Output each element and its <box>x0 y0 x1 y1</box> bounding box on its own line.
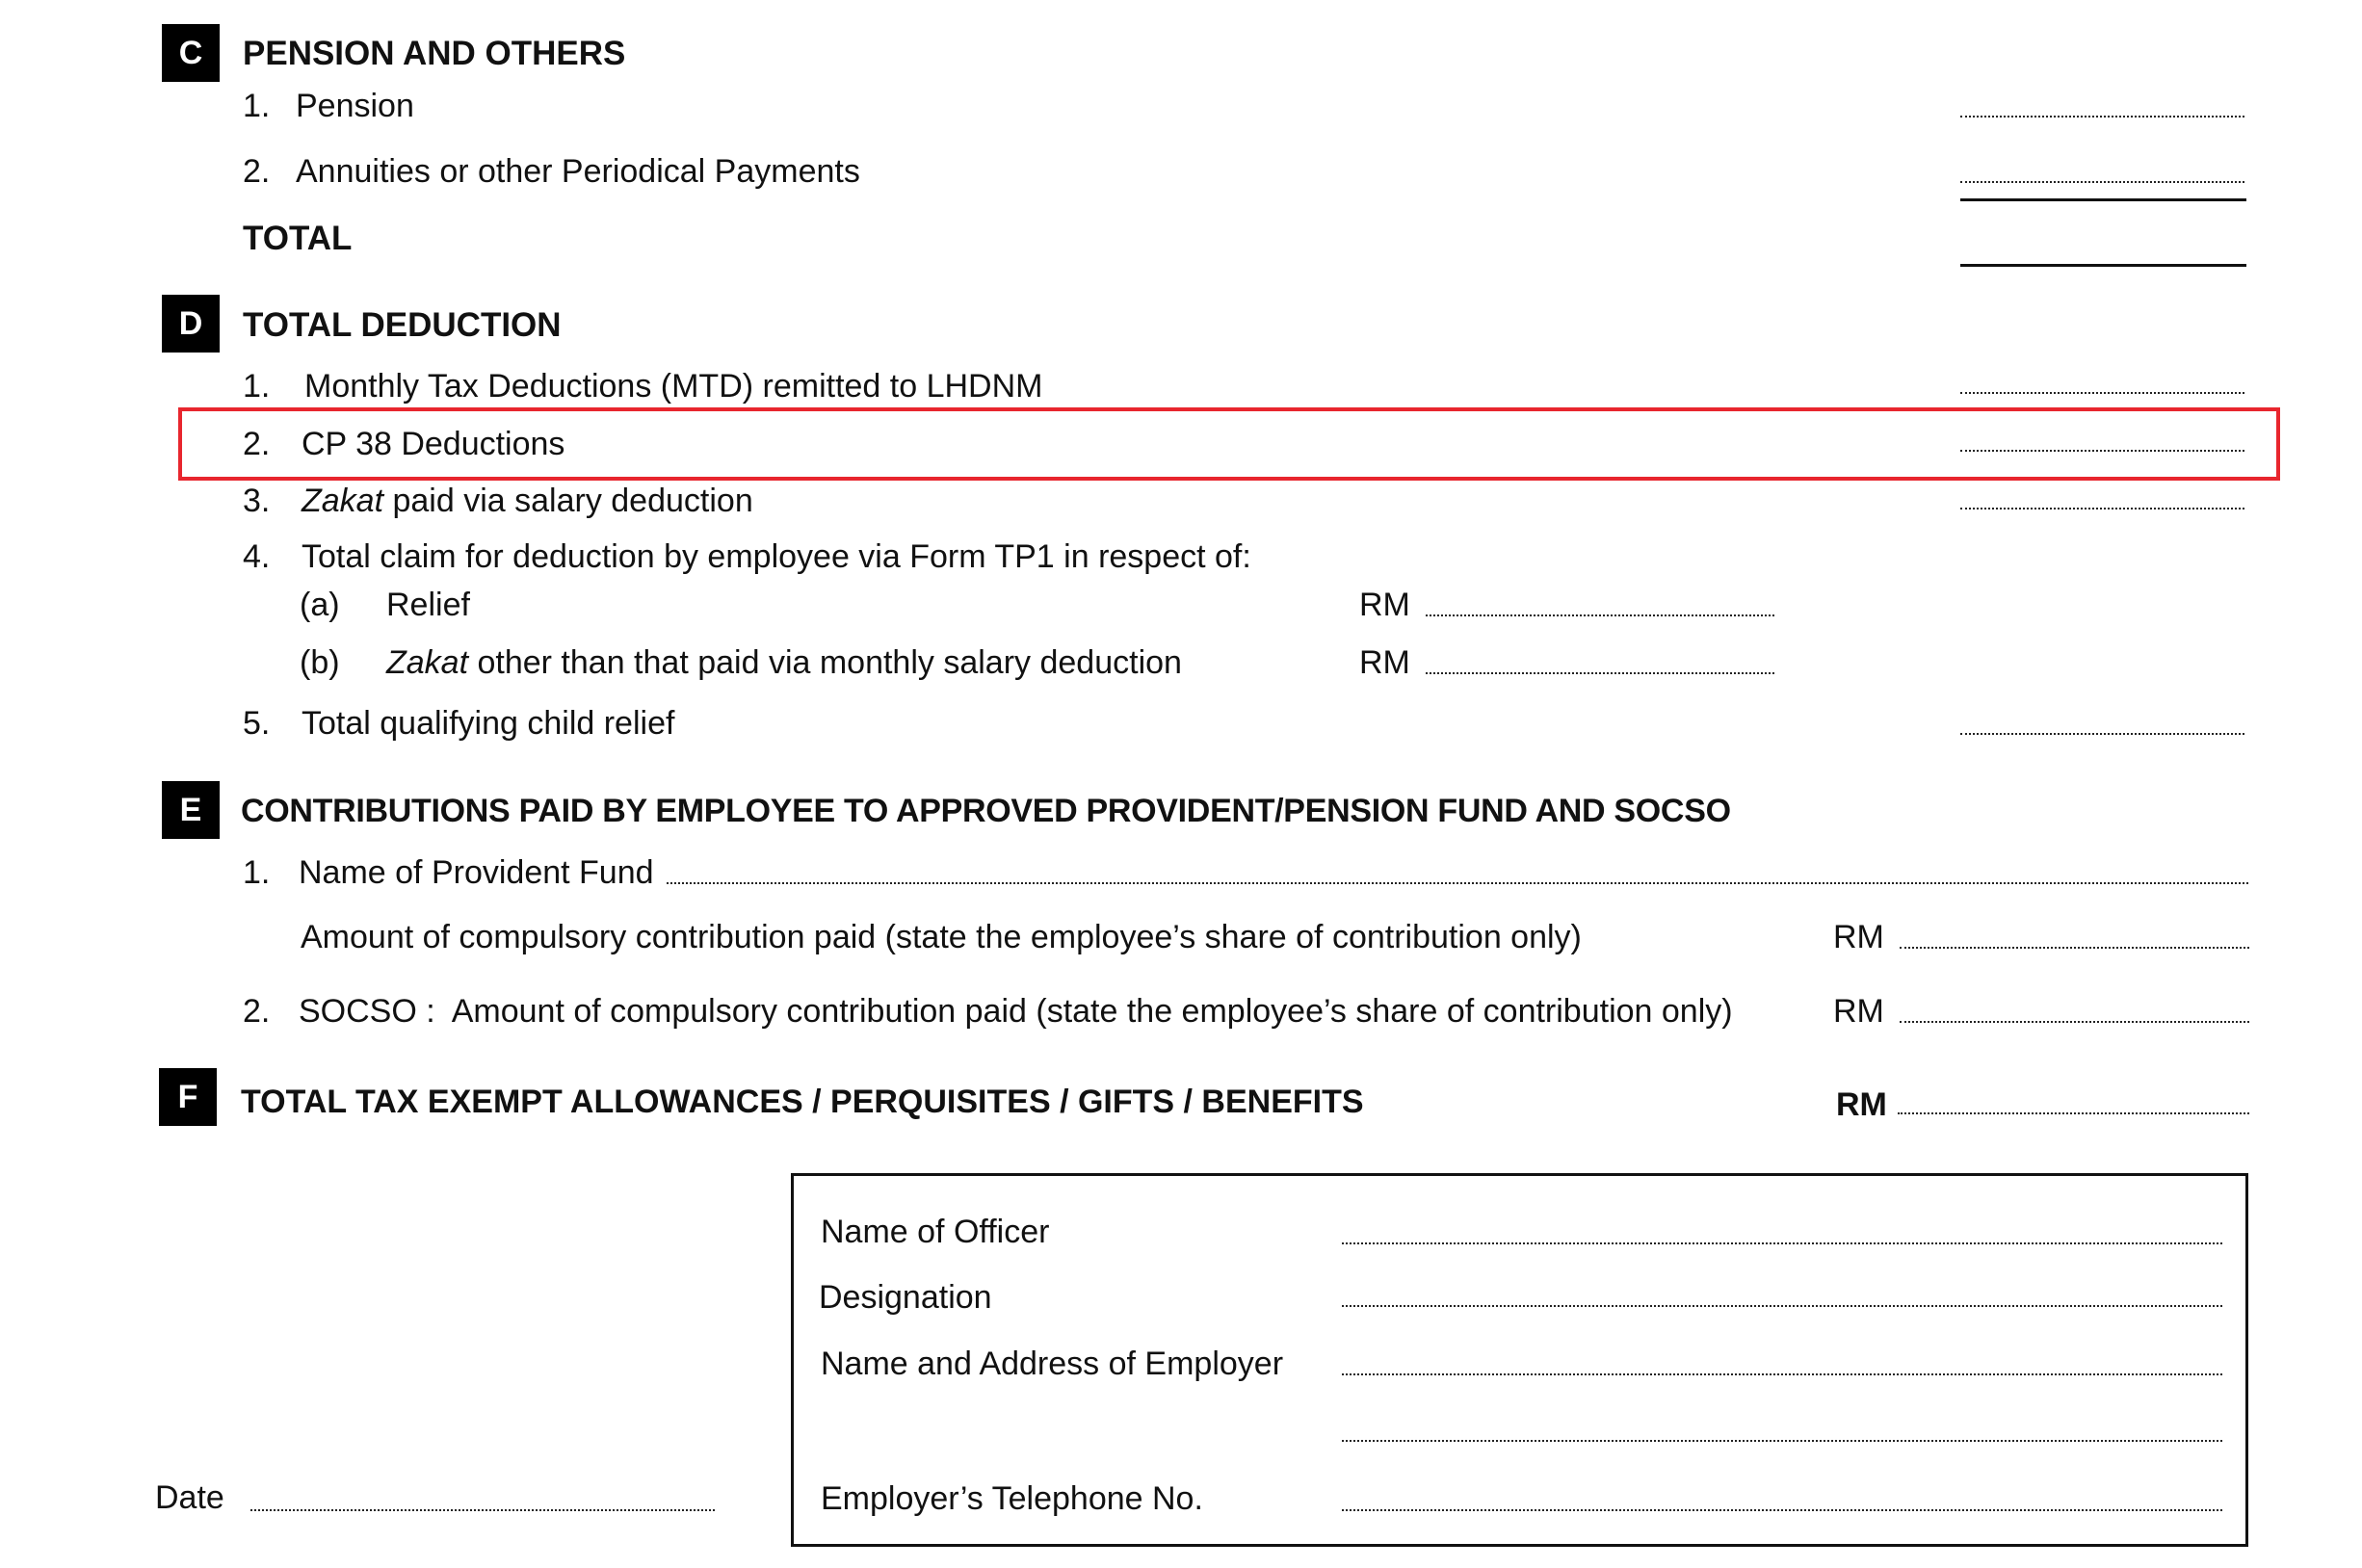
pension-amount-field[interactable] <box>1960 116 2244 118</box>
section-c-title: PENSION AND OTHERS <box>243 35 626 72</box>
socso-amount-field[interactable] <box>1900 1021 2249 1023</box>
provident-amount-field[interactable] <box>1900 947 2249 949</box>
section-d-item-3-num: 3. <box>243 483 271 519</box>
section-d-item-1-label: Monthly Tax Deductions (MTD) remitted to LHDNM <box>304 368 1043 405</box>
section-d-item-4b-label: other than that paid via monthly salary deduction <box>468 644 1182 681</box>
employer-telephone-field[interactable] <box>1342 1509 2222 1511</box>
section-d-item-3-label: paid via salary deduction <box>383 483 753 519</box>
section-f-currency-label: RM <box>1836 1086 1887 1123</box>
section-e-item-2-num: 2. <box>243 993 271 1030</box>
socso-currency-label: RM <box>1833 993 1884 1030</box>
date-field[interactable] <box>250 1509 715 1511</box>
exempt-allowances-amount-field[interactable] <box>1898 1112 2249 1114</box>
section-c-item-2-num: 2. <box>243 153 271 190</box>
section-d-item-4b-num: (b) <box>300 644 340 681</box>
section-e-badge: E <box>162 781 220 839</box>
section-d-item-1-num: 1. <box>243 368 271 405</box>
provident-fund-name-field[interactable] <box>667 882 2248 884</box>
child-relief-amount-field[interactable] <box>1960 733 2244 735</box>
section-d-badge: D <box>162 295 220 353</box>
employer-address-field-line-2[interactable] <box>1342 1440 2222 1442</box>
zakat-salary-amount-field[interactable] <box>1960 508 2244 510</box>
section-e-item-2-label: SOCSO : Amount of compulsory contribution paid (state the employee’s share of contribution only) <box>299 993 1733 1030</box>
section-c-item-1-num: 1. <box>243 88 271 124</box>
section-d-item-5-num: 5. <box>243 705 271 742</box>
section-f-title: TOTAL TAX EXEMPT ALLOWANCES / PERQUISITES / GIFTS / BENEFITS <box>241 1084 1364 1120</box>
zakat-italic: Zakat <box>302 483 384 519</box>
section-c-total-field[interactable] <box>1960 264 2246 267</box>
section-d-item-4-num: 4. <box>243 538 271 575</box>
section-f-badge: F <box>159 1068 217 1126</box>
section-c-total-label: TOTAL <box>243 220 353 257</box>
section-d-item-3-text <box>302 482 753 520</box>
section-e-title: CONTRIBUTIONS PAID BY EMPLOYEE TO APPROVED PROVIDENT/PENSION FUND AND SOCSO <box>241 793 1731 829</box>
section-d-item-5-label: Total qualifying child relief <box>302 705 675 742</box>
zakat-italic-b: Zakat <box>386 644 469 681</box>
relief-currency-label: RM <box>1359 587 1410 623</box>
section-d-item-4a-label: Relief <box>386 587 470 623</box>
designation-field[interactable] <box>1342 1305 2222 1307</box>
date-label: Date <box>155 1479 224 1516</box>
zakat-other-currency-label: RM <box>1359 644 1410 681</box>
designation-label: Designation <box>819 1279 992 1316</box>
annuities-amount-field[interactable] <box>1960 181 2244 183</box>
section-d-item-2-num: 2. <box>243 426 271 462</box>
cp38-amount-field[interactable] <box>1960 450 2244 452</box>
section-d-item-2-label: CP 38 Deductions <box>302 426 565 462</box>
section-d-item-4-label: Total claim for deduction by employee via Form TP1 in respect of: <box>302 538 1251 575</box>
provident-currency-label: RM <box>1833 919 1884 955</box>
employer-name-address-label: Name and Address of Employer <box>821 1346 1284 1382</box>
mtd-amount-field[interactable] <box>1960 392 2244 394</box>
section-c-item-2-label: Annuities or other Periodical Payments <box>296 153 860 190</box>
provident-amount-label: Amount of compulsory contribution paid (state the employee’s share of contribution only) <box>301 919 1582 955</box>
section-d-item-4b-text <box>386 643 1182 682</box>
employer-telephone-label: Employer’s Telephone No. <box>821 1480 1203 1517</box>
employer-address-field-line-1[interactable] <box>1342 1373 2222 1375</box>
section-e-item-1-label: Name of Provident Fund <box>299 854 654 891</box>
section-d-title: TOTAL DEDUCTION <box>243 306 562 344</box>
annuities-underline <box>1960 198 2246 201</box>
section-c-item-1-label: Pension <box>296 88 414 124</box>
relief-amount-field[interactable] <box>1426 614 1774 616</box>
section-c-badge: C <box>162 24 220 82</box>
section-e-item-1-num: 1. <box>243 854 271 891</box>
section-d-item-4a-num: (a) <box>300 587 340 623</box>
zakat-other-amount-field[interactable] <box>1426 672 1774 674</box>
officer-name-field[interactable] <box>1342 1242 2222 1244</box>
officer-name-label: Name of Officer <box>821 1214 1050 1250</box>
